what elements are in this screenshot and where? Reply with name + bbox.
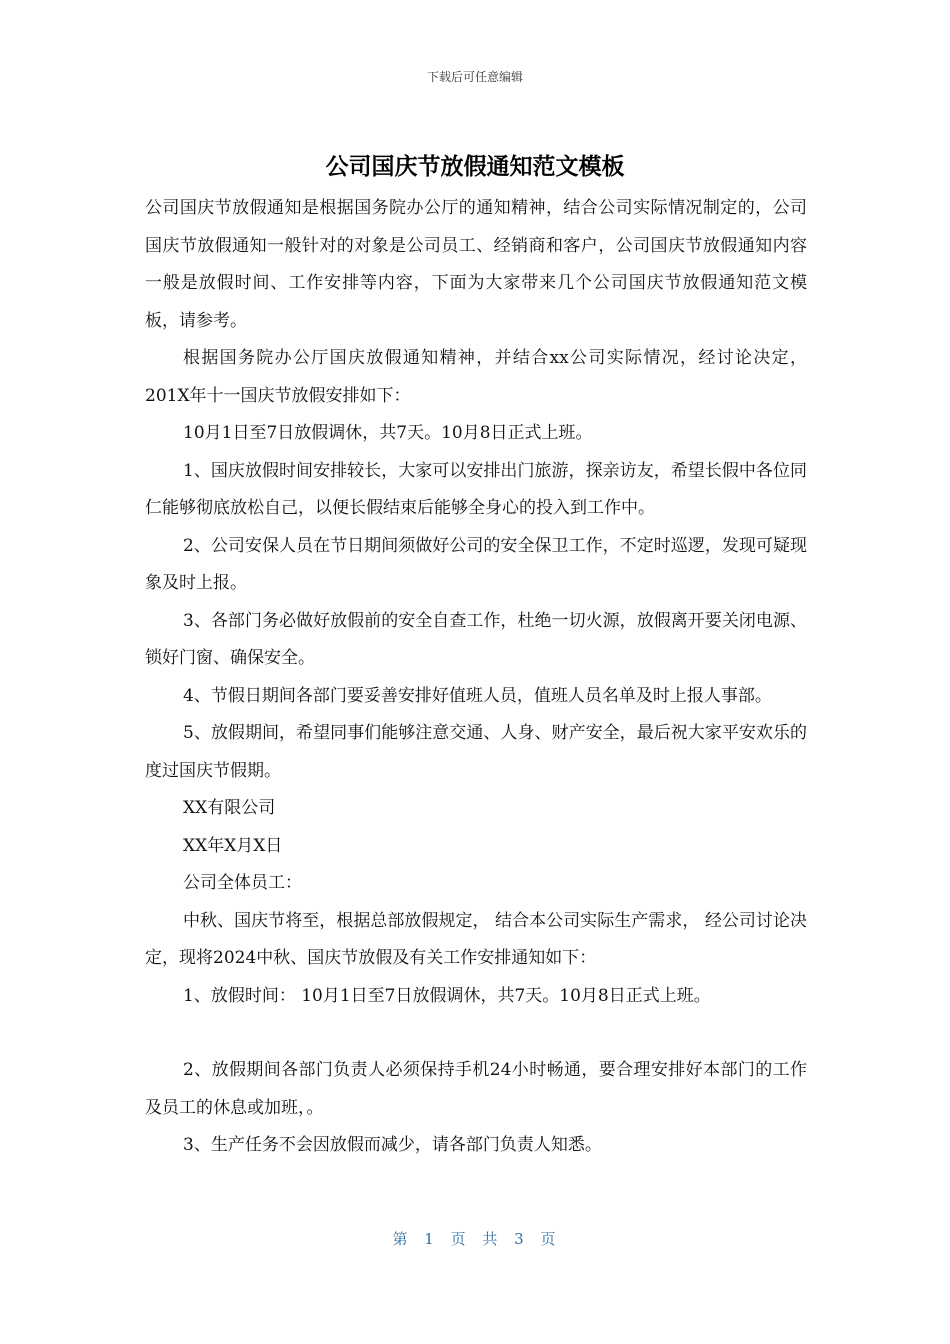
spacer [145,1015,807,1052]
signature-company: XX有限公司 [183,798,276,818]
paragraph-item-1: 1、国庆放假时间安排较长，大家可以安排出门旅游，探亲访友，希望长假中各位同仁能够彻底放松自己，以便长假结束后能够全身心的投入到工作中。 [145,460,807,518]
page-number: 第 1 页 共 3 页 [392,1230,558,1248]
paragraph-notice-item-1: 1、放假时间： 10月1日至7日放假调休，共7天。10月8日正式上班。 [183,985,711,1006]
paragraph-schedule: 10月1日至7日放假调休，共7天。10月8日正式上班。 [183,423,593,443]
document-title: 公司国庆节放假通知范文模板 [325,154,625,180]
paragraph-notice-intro: 中秋、国庆节将至，根据总部放假规定， 结合本公司实际生产需求， 经公司讨论决定，现将2024中秋、国庆节放假及有关工作安排通知如下： [145,910,807,968]
salutation: 公司全体员工： [183,873,302,893]
paragraph-item-3: 3、各部门务必做好放假前的安全自查工作，杜绝一切火源，放假离开要关闭电源、锁好门窗、确保安全。 [145,610,807,668]
paragraph-basis: 根据国务院办公厅国庆放假通知精神，并结合xx公司实际情况，经讨论决定，201X年十一国庆节放假安排如下： [145,348,807,406]
header-note: 下载后可任意编辑 [426,70,523,84]
document-body [145,190,807,1165]
paragraph-notice-item-3: 3、生产任务不会因放假而减少，请各部门负责人知悉。 [183,1135,602,1155]
paragraph-notice-item-2: 2、放假期间各部门负责人必须保持手机24小时畅通，要合理安排好本部门的工作及员工的休息或加班，。 [145,1060,807,1118]
signature-date: XX年X月X日 [183,835,283,856]
paragraph-intro: 公司国庆节放假通知是根据国务院办公厅的通知精神，结合公司实际情况制定的，公司国庆节放假通知一般针对的对象是公司员工、经销商和客户，公司国庆节放假通知内容一般是放假时间、工作安排等内容，下面为大家带来几个公司国庆节放假通知范文模板，请参考。 [145,198,807,331]
paragraph-item-4: 4、节假日期间各部门要妥善安排好值班人员，值班人员名单及时上报人事部。 [183,685,772,706]
paragraph-item-5: 5、放假期间，希望同事们能够注意交通、人身、财产安全，最后祝大家平安欢乐的度过国庆节假期。 [145,723,807,781]
paragraph-item-2: 2、公司安保人员在节日期间须做好公司的安全保卫工作，不定时巡逻，发现可疑现象及时上报。 [145,535,807,593]
